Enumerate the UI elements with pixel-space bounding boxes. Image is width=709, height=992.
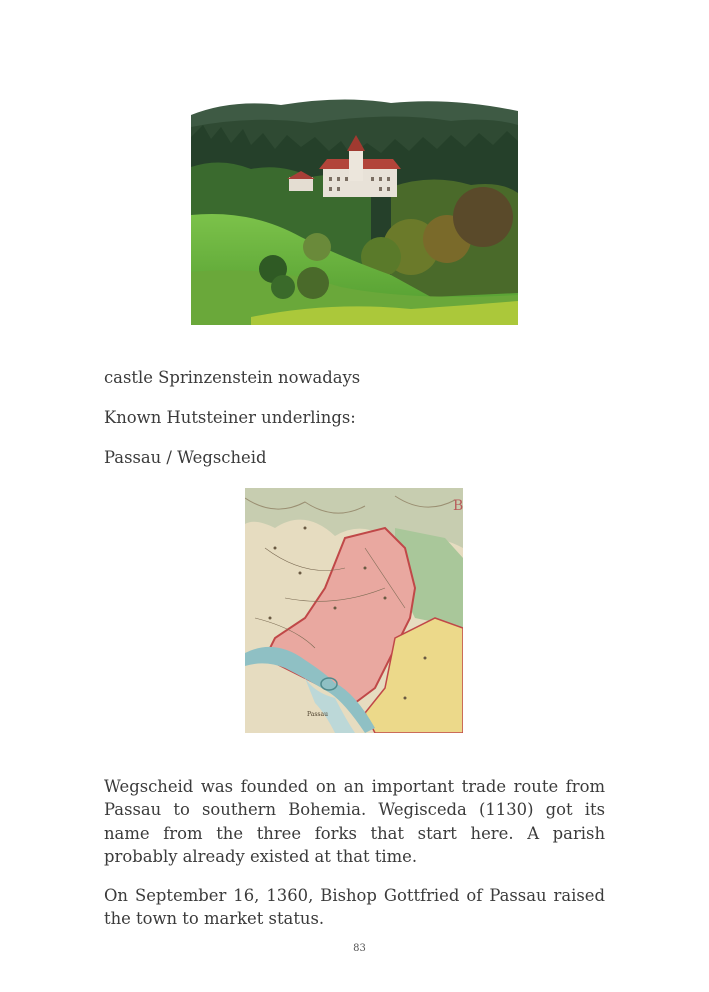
castle-photo xyxy=(191,97,518,325)
known-underlings-heading: Known Hutsteiner underlings: xyxy=(104,408,356,427)
map-corner-mark: B xyxy=(453,498,463,514)
historic-map xyxy=(245,488,463,733)
map-passau-label: Passau xyxy=(307,711,328,718)
photo-caption: castle Sprinzenstein nowadays xyxy=(104,368,361,387)
paragraph-market-status: On September 16, 1360, Bishop Gottfried of Passau raised the town to market status. xyxy=(104,886,605,929)
paragraph-wegscheid-founding: Wegscheid was founded on an important trade route from Passau to southern Bohemia. Wegisceda (1130) got its name from the three forks that start here. A parish probably already existed at that time. xyxy=(104,777,605,867)
page-number: 83 xyxy=(353,943,366,954)
place-heading: Passau / Wegscheid xyxy=(104,448,267,467)
